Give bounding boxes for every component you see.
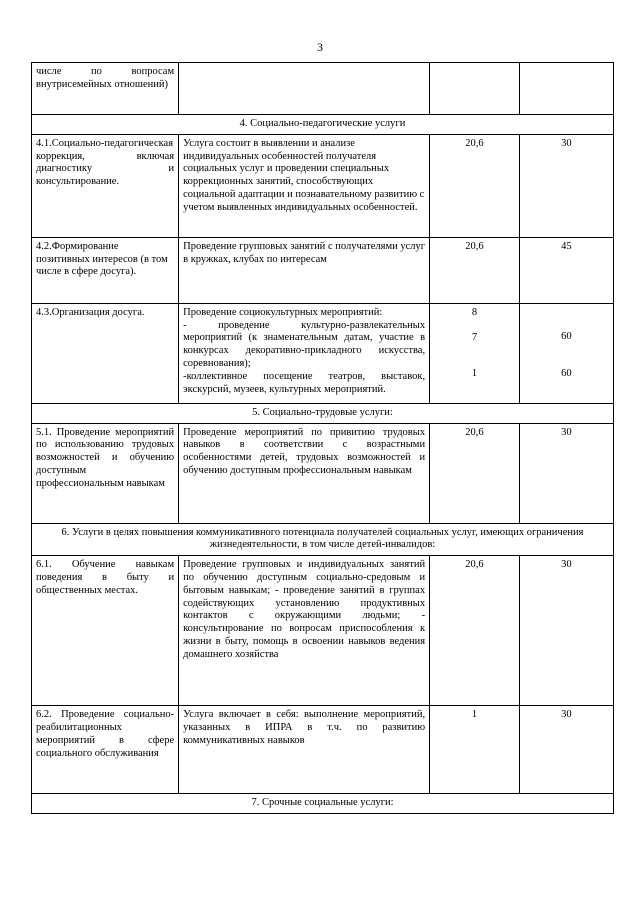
value-cell [430, 303, 520, 403]
value-item: 60 [561, 367, 572, 379]
value-cell: 30 [519, 706, 613, 794]
service-name-cell: 6.2. Проведение социально-реабилитационных мероприятий в сфере социального обслуживания [32, 706, 179, 794]
service-description-cell: Проведение групповых занятий с получателями услуг в кружках, клубах по интересам [179, 237, 430, 303]
section-header: 4. Социально-педагогические услуги [32, 115, 614, 135]
section-header-row [32, 403, 614, 423]
value-cell: 30 [519, 556, 613, 706]
table-row [32, 303, 614, 403]
value-cell: 20,6 [430, 134, 520, 237]
value-cell: 30 [519, 134, 613, 237]
value-cell: 30 [519, 423, 613, 523]
value-cell: 45 [519, 237, 613, 303]
services-table [31, 62, 614, 814]
service-description-cell: Услуга состоит в выявлении и анализе индивидуальных особенностей получателя социальных услуг и проведении специальных коррекционных занятий, способствующих социальной адаптации и познавательному развитию с учетом выявленных индивидуальных особенностей. [179, 134, 430, 237]
service-description-cell: Проведение мероприятий по привитию трудовых навыков в соответствии с возрастными особенностями детей, трудовых возможностей и обучению доступным профессиональным навыкам [179, 423, 430, 523]
service-name-cell: 4.1.Социально-педагогическая коррекция, включая диагностику и консультирование. [32, 134, 179, 237]
service-name-cell: 4.2.Формирование позитивных интересов (в том числе в сфере досуга). [32, 237, 179, 303]
value-item: 7 [471, 331, 478, 343]
value-item: 60 [561, 330, 572, 342]
section-header: 7. Срочные социальные услуги: [32, 794, 614, 814]
table-row [32, 63, 614, 115]
value-cell: 1 [430, 706, 520, 794]
value-cell: 20,6 [430, 423, 520, 523]
service-description-cell: Услуга включает в себя: выполнение мероприятий, указанных в ИПРА в т.ч. по развитию коммуникативных навыков [179, 706, 430, 794]
section-header-row [32, 115, 614, 135]
table-row [32, 706, 614, 794]
section-header: 6. Услуги в целях повышения коммуникативного потенциала получателей социальных услуг, имеющих ограничения жизнедеятельности, в том числе детей-инвалидов: [32, 523, 614, 556]
value-item: 8 [471, 306, 478, 318]
table-row [32, 134, 614, 237]
service-name-cell: 6.1. Обучение навыкам поведения в быту и общественных местах. [32, 556, 179, 706]
value-cell [519, 303, 613, 403]
description-intro: Проведение социокультурных мероприятий: [183, 306, 383, 318]
table-row [32, 423, 614, 523]
value-item: 1 [471, 368, 478, 380]
service-name-cell: числе по вопросам внутрисемейных отношений) [32, 63, 179, 115]
description-item: -коллективное посещение театров, выставок, экскурсий, музеев, культурных мероприятий. [183, 370, 426, 395]
service-name-cell: 5.1. Проведение мероприятий по использованию трудовых возможностей и обучению доступным профессиональным навыкам [32, 423, 179, 523]
description-item: - проведение культурно-развлекательных мероприятий (к знаменательным датам, участие в конкурсах декоративно-прикладного искусства, соревнования); [183, 319, 426, 369]
value-cell: 20,6 [430, 556, 520, 706]
page-number: 3 [317, 40, 323, 54]
section-header: 5. Социально-трудовые услуги: [32, 403, 614, 423]
service-description-cell: Проведение групповых и индивидуальных занятий по обучению доступным социально-средовым и бытовым навыкам; - проведение занятий в группах содействующих установлению продуктивных контактов с окружающими людьми; - консультирование по вопросам приспособления к жизни в быту, помощь в освоении навыков ведения домашнего хозяйства [179, 556, 430, 706]
service-description-cell [179, 303, 430, 403]
table-row [32, 556, 614, 706]
section-header-row [32, 523, 614, 556]
section-header-row [32, 794, 614, 814]
table-row [32, 237, 614, 303]
service-name-cell: 4.3.Организация досуга. [32, 303, 179, 403]
value-cell: 20,6 [430, 237, 520, 303]
